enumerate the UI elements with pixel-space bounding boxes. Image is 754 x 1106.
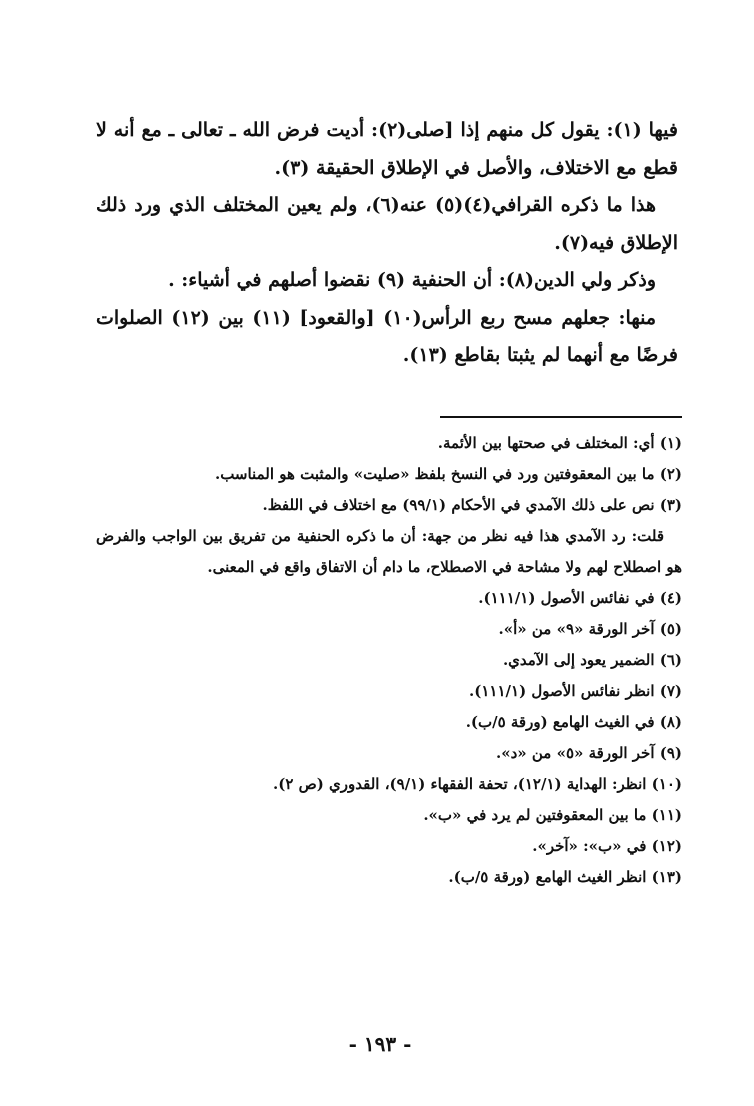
footnotes — [96, 428, 682, 893]
footnote-13: (١٣) انظر الغيث الهامع (ورقة ٥/ب). — [448, 868, 682, 886]
footnote-divider — [440, 416, 682, 418]
body-paragraph-1: فيها (١): يقول كل منهم إذا [صلى(٢): أديت فرض الله ـ تعالى ـ مع أنه لا قطع مع الاختلاف، والأصل في الإطلاق الحقيقة (٣). — [96, 119, 678, 179]
body-paragraph-4: منها: جعلهم مسح ربع الرأس(١٠) [والقعود] (١١) بين (١٢) الصلوات فرضًا مع أنهما لم يثبتا بقاطع (١٣). — [96, 306, 678, 366]
footnote-6: (٦) الضمير يعود إلى الآمدي. — [502, 651, 682, 669]
footnote-1: (١) أي: المختلف في صحتها بين الأئمة. — [437, 434, 682, 452]
footnote-8: (٨) في الغيث الهامع (ورقة ٥/ب). — [465, 713, 682, 731]
footnote-3: (٣) نص على ذلك الآمدي في الأحكام (٩٩/١) مع اختلاف في اللفظ. — [262, 496, 682, 514]
footnote-12: (١٢) في «ب»: «آخر». — [532, 837, 682, 855]
footnote-9: (٩) آخر الورقة «٥» من «د». — [496, 744, 682, 762]
footnote-11: (١١) ما بين المعقوفتين لم يرد في «ب». — [423, 806, 682, 824]
body-paragraph-2: هذا ما ذكره القرافي(٤)(٥) عنه(٦)، ولم يعين المختلف الذي ورد ذلك الإطلاق فيه(٧). — [96, 194, 678, 254]
page-number: - ١٩٣ - — [348, 1032, 412, 1056]
footnote-7: (٧) انظر نفائس الأصول (١١١/١). — [469, 682, 682, 700]
main-text — [96, 112, 678, 375]
footnote-10: (١٠) انظر: الهداية (١٢/١)، تحفة الفقهاء (٩/١)، القدوري (ص ٢). — [272, 775, 682, 793]
body-paragraph-3: وذكر ولي الدين(٨): أن الحنفية (٩) نقضوا أصلهم في أشياء: . — [168, 269, 656, 291]
footnote-2: (٢) ما بين المعقوفتين ورد في النسخ بلفظ «صليت» والمثبت هو المناسب. — [214, 465, 682, 483]
footnote-5: (٥) آخر الورقة «٩» من «أ». — [498, 620, 682, 638]
footnote-4: (٤) في نفائس الأصول (١١١/١). — [478, 589, 682, 607]
footnote-3-note: قلت: رد الآمدي هذا فيه نظر من جهة: أن ما ذكره الحنفية من تفريق بين الواجب والفرض هو اصطلاح لهم ولا مشاحة في الاصطلاح، ما دام أن الاتفاق واقع في المعنى. — [96, 527, 682, 576]
